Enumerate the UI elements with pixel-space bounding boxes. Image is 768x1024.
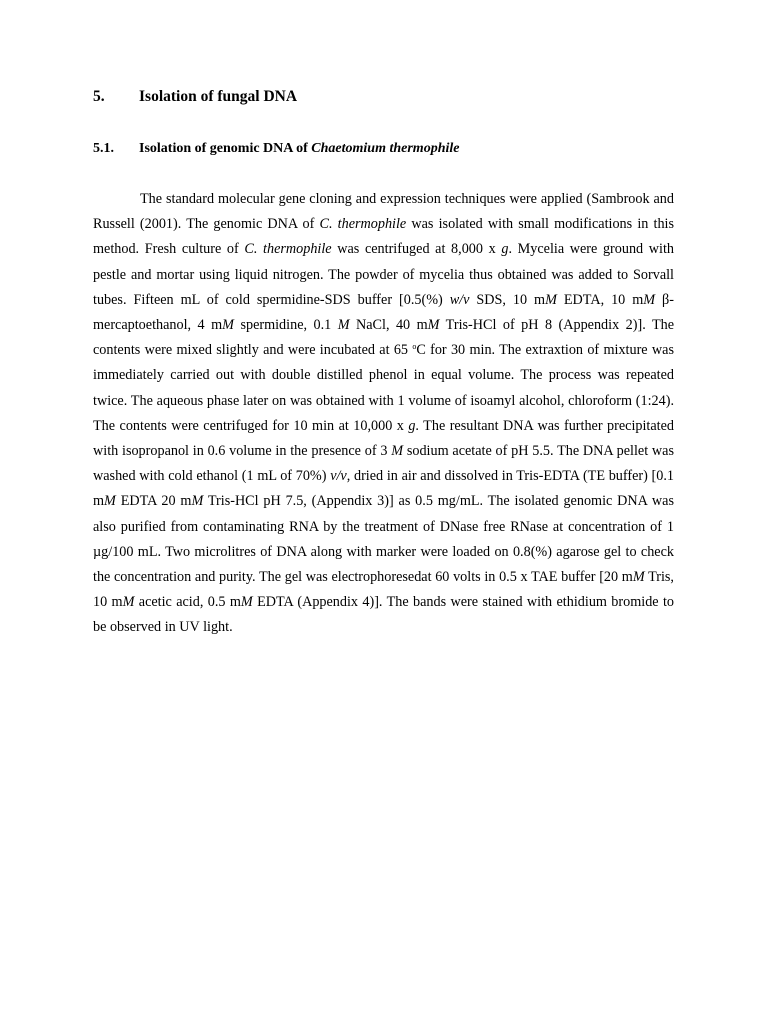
text-run: was isolated with small modifications in this method. Fresh culture of [93, 216, 675, 258]
text-run: EDTA 20 m [115, 493, 192, 510]
subsection-species-name: Chaetomium thermophile [311, 141, 460, 156]
text-run: SDS, 10 m [469, 291, 546, 308]
text-run: Tris-HCl pH 7.5, (Appendix 3)] as 0.5 mg/mL. The isolated genomic DNA was also purified from contaminating RNA by the treatment of DNase free RNase at concentration of 1 µg/100 mL. Two microlitres of DNA along with marker were loaded on 0.8(%) agarose gel to check the concentration and purity. The gel was electrophoresedat 60 volts in 0.5 x TAE buffer [20 m [93, 493, 674, 586]
text-run: . Mycelia were ground with pestle and mortar using liquid nitrogen. The powder of mycelia thus obtained was added to Sorvall tubes. Fifteen mL of cold spermidine-SDS buffer [0.5(%) [93, 241, 675, 308]
subsection-heading [93, 139, 459, 159]
unit-italic: M [632, 569, 645, 586]
unit-italic: g [408, 417, 416, 434]
unit-italic: M [240, 594, 253, 611]
unit-italic: M [391, 443, 404, 460]
unit-italic: v/v [330, 468, 347, 485]
unit-italic: w/v [449, 291, 470, 308]
section-heading [93, 87, 297, 107]
text-run: C for 30 min. The extraxtion of mixture was immediately carried out with double distilled phenol in equal volume. The process was repeated twice. The aqueous phase later on was obtained with 1 volume of isoamyl alcohol, chloroform (1:24). The contents were centrifuged for 10 min at 10,000 x [93, 342, 674, 434]
unit-italic: M [222, 317, 234, 334]
subsection-number: 5.1. [93, 141, 114, 156]
text-run: acetic acid, 0.5 m [134, 594, 241, 611]
text-run: β-mercaptoethanol, 4 m [93, 291, 674, 334]
text-run: NaCl, 40 m [349, 317, 428, 334]
section-number: 5. [93, 88, 105, 105]
methods-paragraph [93, 187, 674, 641]
text-run: . The resultant DNA was further precipitated with isopropanol in 0.6 volume in the presence of 3 [93, 417, 675, 460]
section-title: Isolation of fungal DNA [139, 88, 298, 105]
unit-italic: M [643, 291, 656, 308]
text-run: EDTA (Appendix 4)]. The bands were stained with ethidium bromide to be observed in UV light. [93, 594, 674, 636]
text-run: The standard molecular gene cloning and expression techniques were applied (Sambrook and Russell (2001). The genomic DNA of [93, 191, 674, 233]
subsection-title: Isolation of genomic DNA of [139, 141, 312, 156]
unit-italic: M [427, 317, 440, 334]
degree-superscript: o [412, 342, 417, 352]
species-name: C. thermophile [319, 216, 407, 233]
unit-italic: M [122, 594, 135, 611]
text-run: Tris, 10 m [93, 569, 674, 611]
text-run: Tris-HCl of pH 8 (Appendix 2)]. The contents were mixed slightly and were incubated at 65 [93, 317, 675, 359]
text-run: , dried in air and dissolved in Tris-EDTA (TE buffer) [0.1 m [93, 468, 675, 510]
text-run: was centrifuged at 8,000 x [331, 241, 502, 258]
text-run: spermidine, 0.1 [233, 317, 338, 334]
text-run: EDTA, 10 m [556, 291, 644, 308]
unit-italic: M [191, 493, 204, 510]
unit-italic: M [104, 493, 116, 510]
text-run: sodium acetate of pH 5.5. The DNA pellet was washed with cold ethanol (1 mL of 70%) [93, 443, 674, 485]
unit-italic: M [337, 317, 350, 334]
unit-italic: M [545, 291, 557, 308]
species-name: C. thermophile [244, 241, 332, 258]
unit-italic: g [501, 241, 509, 258]
